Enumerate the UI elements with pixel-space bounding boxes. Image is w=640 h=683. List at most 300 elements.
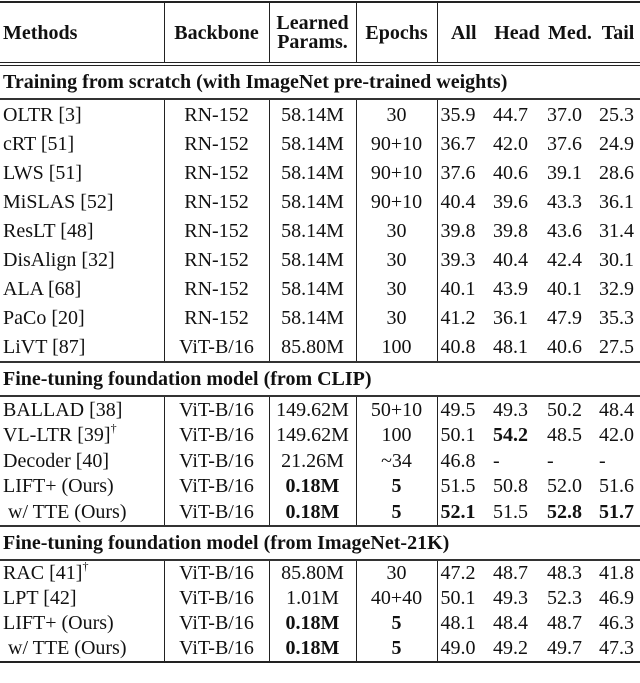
head-value: 49.3 [493, 398, 528, 421]
med-value: 40.1 [547, 277, 582, 300]
params-value: 0.18M [285, 475, 340, 498]
tail-value: 35.3 [599, 306, 634, 329]
method-value: MiSLAS [52] [3, 190, 114, 213]
params-value: 85.80M [281, 562, 344, 584]
cell-head [490, 448, 544, 474]
cell-params [269, 474, 356, 500]
cell-head [490, 396, 544, 423]
all-value: 50.1 [440, 424, 476, 447]
head-value: 43.9 [493, 277, 528, 300]
head-value: 39.8 [493, 219, 528, 242]
cell-tail [596, 245, 640, 274]
cell-params [269, 187, 356, 216]
cell-head [490, 611, 544, 636]
cell-head [490, 216, 544, 245]
cell-epochs [356, 245, 437, 274]
cell-med [544, 499, 596, 526]
med-value: 40.6 [547, 335, 582, 358]
cell-all [437, 396, 490, 423]
cell-tail [596, 396, 640, 423]
method-value: LIFT+ (Ours) [3, 612, 114, 634]
table-row [0, 303, 640, 332]
table-row [0, 423, 640, 449]
all-value: 40.1 [440, 277, 476, 300]
section-title: Training from scratch (with ImageNet pre-trained weights) [0, 64, 640, 99]
backbone-value: RN-152 [184, 277, 249, 300]
cell-backbone [164, 245, 269, 274]
tail-value: 28.6 [599, 161, 634, 184]
cell-all [437, 423, 490, 449]
cell-backbone [164, 474, 269, 500]
backbone-value: RN-152 [184, 248, 249, 271]
cell-head [490, 274, 544, 303]
all-value: 51.5 [440, 475, 476, 498]
cell-params [269, 636, 356, 662]
cell-params [269, 303, 356, 332]
cell-tail [596, 448, 640, 474]
epochs-value: 30 [386, 306, 407, 329]
header-tail: Tail [596, 2, 640, 64]
cell-med [544, 245, 596, 274]
head-value: 51.5 [493, 500, 528, 523]
cell-tail [596, 499, 640, 526]
cell-med [544, 303, 596, 332]
cell-backbone [164, 611, 269, 636]
med-value: 48.7 [547, 612, 582, 634]
cell-params [269, 611, 356, 636]
backbone-value: ViT-B/16 [179, 612, 254, 634]
cell-all [437, 245, 490, 274]
cell-all [437, 303, 490, 332]
cell-params [269, 448, 356, 474]
cell-epochs [356, 332, 437, 362]
cell-method [0, 99, 164, 129]
table-row [0, 611, 640, 636]
cell-med [544, 586, 596, 611]
cell-method [0, 187, 164, 216]
tail-value: - [599, 449, 606, 472]
params-value: 149.62M [276, 398, 349, 421]
epochs-value: 5 [391, 475, 402, 498]
cell-method [0, 586, 164, 611]
cell-params [269, 216, 356, 245]
cell-method [0, 303, 164, 332]
cell-med [544, 332, 596, 362]
backbone-value: ViT-B/16 [179, 449, 254, 472]
cell-head [490, 423, 544, 449]
cell-method [0, 274, 164, 303]
head-value: 48.4 [493, 612, 528, 634]
backbone-value: ViT-B/16 [179, 587, 254, 609]
section-title: Fine-tuning foundation model (from ImageNet-21K) [0, 526, 640, 560]
cell-backbone [164, 332, 269, 362]
table-row [0, 586, 640, 611]
epochs-value: 30 [386, 103, 407, 126]
cell-backbone [164, 448, 269, 474]
epochs-value: ~34 [381, 449, 412, 472]
table-row [0, 396, 640, 423]
cell-tail [596, 129, 640, 158]
tail-value: 51.6 [599, 475, 634, 498]
cell-epochs [356, 448, 437, 474]
cell-tail [596, 474, 640, 500]
header-all: All [437, 2, 490, 64]
method-value: w/ TTE (Ours) [3, 500, 127, 523]
params-value: 58.14M [281, 306, 344, 329]
cell-med [544, 611, 596, 636]
tail-value: 32.9 [599, 277, 634, 300]
header-params [269, 2, 356, 64]
med-value: 49.7 [547, 637, 582, 659]
cell-head [490, 332, 544, 362]
head-value: 40.6 [493, 161, 528, 184]
cell-head [490, 129, 544, 158]
cell-all [437, 611, 490, 636]
cell-all [437, 499, 490, 526]
cell-backbone [164, 560, 269, 586]
cell-backbone [164, 99, 269, 129]
head-value: 40.4 [493, 248, 528, 271]
cell-method [0, 396, 164, 423]
tail-value: 36.1 [599, 190, 634, 213]
cell-backbone [164, 129, 269, 158]
cell-tail [596, 99, 640, 129]
cell-head [490, 636, 544, 662]
cell-med [544, 158, 596, 187]
cell-med [544, 448, 596, 474]
med-value: 39.1 [547, 161, 582, 184]
tail-value: 42.0 [599, 424, 634, 447]
backbone-value: ViT-B/16 [179, 335, 254, 358]
backbone-value: RN-152 [184, 190, 249, 213]
cell-params [269, 396, 356, 423]
params-value: 1.01M [286, 587, 339, 609]
cell-all [437, 560, 490, 586]
cell-params [269, 99, 356, 129]
cell-backbone [164, 499, 269, 526]
tail-value: 47.3 [599, 637, 634, 659]
cell-all [437, 636, 490, 662]
backbone-value: ViT-B/16 [179, 424, 254, 447]
all-value: 50.1 [440, 587, 476, 609]
med-value: 52.0 [547, 475, 582, 498]
params-value: 58.14M [281, 161, 344, 184]
cell-backbone [164, 187, 269, 216]
epochs-value: 40+40 [370, 587, 423, 609]
cell-backbone [164, 216, 269, 245]
head-value: - [493, 449, 500, 472]
epochs-value: 100 [381, 424, 412, 447]
cell-epochs [356, 560, 437, 586]
params-value: 58.14M [281, 190, 344, 213]
tail-value: 46.9 [599, 587, 634, 609]
cell-method [0, 636, 164, 662]
table-row [0, 474, 640, 500]
cell-all [437, 216, 490, 245]
backbone-value: RN-152 [184, 219, 249, 242]
cell-tail [596, 586, 640, 611]
backbone-value: ViT-B/16 [179, 475, 254, 498]
header-row [0, 2, 640, 64]
head-value: 49.3 [493, 587, 528, 609]
cell-method [0, 611, 164, 636]
epochs-value: 5 [391, 612, 402, 634]
med-value: 37.6 [547, 132, 582, 155]
cell-head [490, 586, 544, 611]
cell-params [269, 332, 356, 362]
table-row [0, 187, 640, 216]
method-value: LPT [42] [3, 587, 77, 609]
method-value: ResLT [48] [3, 219, 94, 242]
cell-tail [596, 560, 640, 586]
cell-method [0, 423, 164, 449]
all-value: 40.4 [440, 190, 476, 213]
table-row [0, 158, 640, 187]
method-value: OLTR [3] [3, 103, 82, 126]
params-value: 58.14M [281, 132, 344, 155]
params-value: 58.14M [281, 277, 344, 300]
method-value: RAC [41] [3, 562, 83, 584]
epochs-value: 5 [391, 500, 402, 523]
all-value: 39.3 [440, 248, 476, 271]
cell-tail [596, 303, 640, 332]
all-value: 47.2 [440, 562, 476, 584]
cell-epochs [356, 423, 437, 449]
cell-params [269, 129, 356, 158]
cell-tail [596, 216, 640, 245]
cell-all [437, 274, 490, 303]
cell-epochs [356, 216, 437, 245]
med-value: - [547, 449, 554, 472]
head-value: 48.7 [493, 562, 528, 584]
method-value: w/ TTE (Ours) [3, 637, 127, 659]
table-row [0, 245, 640, 274]
backbone-value: RN-152 [184, 132, 249, 155]
cell-backbone [164, 636, 269, 662]
dagger-mark: † [110, 421, 117, 436]
cell-epochs [356, 274, 437, 303]
cell-all [437, 158, 490, 187]
cell-epochs [356, 129, 437, 158]
cell-method [0, 129, 164, 158]
cell-params [269, 274, 356, 303]
cell-backbone [164, 158, 269, 187]
cell-method [0, 448, 164, 474]
cell-head [490, 158, 544, 187]
method-value: DisAlign [32] [3, 248, 115, 271]
backbone-value: ViT-B/16 [179, 562, 254, 584]
method-value: ALA [68] [3, 277, 82, 300]
cell-med [544, 560, 596, 586]
epochs-value: 100 [381, 335, 412, 358]
header-params-line1: Learned [276, 11, 349, 34]
med-value: 48.5 [547, 424, 582, 447]
cell-tail [596, 423, 640, 449]
all-value: 35.9 [440, 103, 476, 126]
all-value: 49.0 [440, 637, 476, 659]
table-row [0, 499, 640, 526]
cell-med [544, 187, 596, 216]
cell-backbone [164, 303, 269, 332]
all-value: 39.8 [440, 219, 476, 242]
cell-method [0, 560, 164, 586]
cell-all [437, 129, 490, 158]
cell-epochs [356, 636, 437, 662]
table-row [0, 332, 640, 362]
cell-head [490, 245, 544, 274]
method-value: LWS [51] [3, 161, 83, 184]
cell-epochs [356, 586, 437, 611]
epochs-value: 30 [386, 248, 407, 271]
section-title: Fine-tuning foundation model (from CLIP) [0, 362, 640, 396]
med-value: 37.0 [547, 103, 582, 126]
tail-value: 27.5 [599, 335, 634, 358]
section-header-row [0, 362, 640, 396]
cell-epochs [356, 99, 437, 129]
head-value: 50.8 [493, 475, 528, 498]
cell-all [437, 474, 490, 500]
header-epochs: Epochs [356, 2, 437, 64]
all-value: 48.1 [440, 612, 476, 634]
backbone-value: RN-152 [184, 161, 249, 184]
all-value: 41.2 [440, 306, 476, 329]
dagger-mark: † [82, 559, 89, 573]
head-value: 44.7 [493, 103, 528, 126]
tail-value: 30.1 [599, 248, 634, 271]
cell-all [437, 187, 490, 216]
cell-head [490, 474, 544, 500]
cell-med [544, 423, 596, 449]
cell-epochs [356, 187, 437, 216]
method-value: BALLAD [38] [3, 398, 123, 421]
cell-tail [596, 274, 640, 303]
header-head: Head [490, 2, 544, 64]
all-value: 49.5 [440, 398, 476, 421]
header-med: Med. [544, 2, 596, 64]
cell-epochs [356, 158, 437, 187]
head-value: 48.1 [493, 335, 528, 358]
table-row [0, 129, 640, 158]
header-methods: Methods [0, 2, 164, 64]
table-row [0, 560, 640, 586]
cell-tail [596, 332, 640, 362]
params-value: 85.80M [281, 335, 344, 358]
head-value: 42.0 [493, 132, 528, 155]
tail-value: 41.8 [599, 562, 634, 584]
cell-backbone [164, 396, 269, 423]
cell-med [544, 396, 596, 423]
backbone-value: RN-152 [184, 103, 249, 126]
section-header-row [0, 526, 640, 560]
params-value: 58.14M [281, 219, 344, 242]
cell-all [437, 99, 490, 129]
med-value: 48.3 [547, 562, 582, 584]
head-value: 49.2 [493, 637, 528, 659]
epochs-value: 90+10 [370, 190, 423, 213]
all-value: 52.1 [440, 500, 476, 523]
med-value: 52.3 [547, 587, 582, 609]
table-body [0, 64, 640, 662]
cell-epochs [356, 396, 437, 423]
tail-value: 51.7 [599, 500, 634, 523]
results-table [0, 1, 640, 663]
header-backbone: Backbone [164, 2, 269, 64]
params-value: 0.18M [285, 637, 340, 659]
table-row [0, 636, 640, 662]
cell-med [544, 129, 596, 158]
all-value: 36.7 [440, 132, 476, 155]
all-value: 46.8 [440, 449, 476, 472]
epochs-value: 30 [386, 277, 407, 300]
epochs-value: 50+10 [370, 398, 423, 421]
epochs-value: 30 [386, 562, 407, 584]
cell-med [544, 216, 596, 245]
cell-epochs [356, 474, 437, 500]
cell-med [544, 274, 596, 303]
cell-head [490, 187, 544, 216]
cell-tail [596, 187, 640, 216]
params-value: 58.14M [281, 103, 344, 126]
tail-value: 25.3 [599, 103, 634, 126]
method-value: LIFT+ (Ours) [3, 475, 114, 498]
cell-method [0, 158, 164, 187]
params-value: 0.18M [285, 612, 340, 634]
method-value: PaCo [20] [3, 306, 85, 329]
params-value: 21.26M [281, 449, 344, 472]
tail-value: 46.3 [599, 612, 634, 634]
cell-method [0, 474, 164, 500]
tail-value: 31.4 [599, 219, 634, 242]
tail-value: 24.9 [599, 132, 634, 155]
cell-method [0, 245, 164, 274]
table-row [0, 274, 640, 303]
epochs-value: 30 [386, 219, 407, 242]
med-value: 43.3 [547, 190, 582, 213]
cell-all [437, 332, 490, 362]
cell-head [490, 499, 544, 526]
head-value: 54.2 [493, 424, 528, 447]
med-value: 42.4 [547, 248, 582, 271]
backbone-value: ViT-B/16 [179, 398, 254, 421]
epochs-value: 90+10 [370, 161, 423, 184]
cell-all [437, 448, 490, 474]
cell-method [0, 216, 164, 245]
table-row [0, 99, 640, 129]
method-value: cRT [51] [3, 132, 75, 155]
backbone-value: RN-152 [184, 306, 249, 329]
header-params-line2: Params. [277, 30, 348, 53]
all-value: 40.8 [440, 335, 476, 358]
med-value: 52.8 [547, 500, 582, 523]
table-row [0, 216, 640, 245]
epochs-value: 5 [391, 637, 402, 659]
cell-head [490, 99, 544, 129]
params-value: 149.62M [276, 424, 349, 447]
cell-all [437, 586, 490, 611]
epochs-value: 90+10 [370, 132, 423, 155]
cell-backbone [164, 423, 269, 449]
method-value: VL-LTR [39] [3, 424, 111, 447]
cell-epochs [356, 499, 437, 526]
cell-tail [596, 636, 640, 662]
cell-backbone [164, 586, 269, 611]
cell-epochs [356, 303, 437, 332]
backbone-value: ViT-B/16 [179, 637, 254, 659]
cell-head [490, 560, 544, 586]
cell-params [269, 586, 356, 611]
backbone-value: ViT-B/16 [179, 500, 254, 523]
cell-params [269, 158, 356, 187]
